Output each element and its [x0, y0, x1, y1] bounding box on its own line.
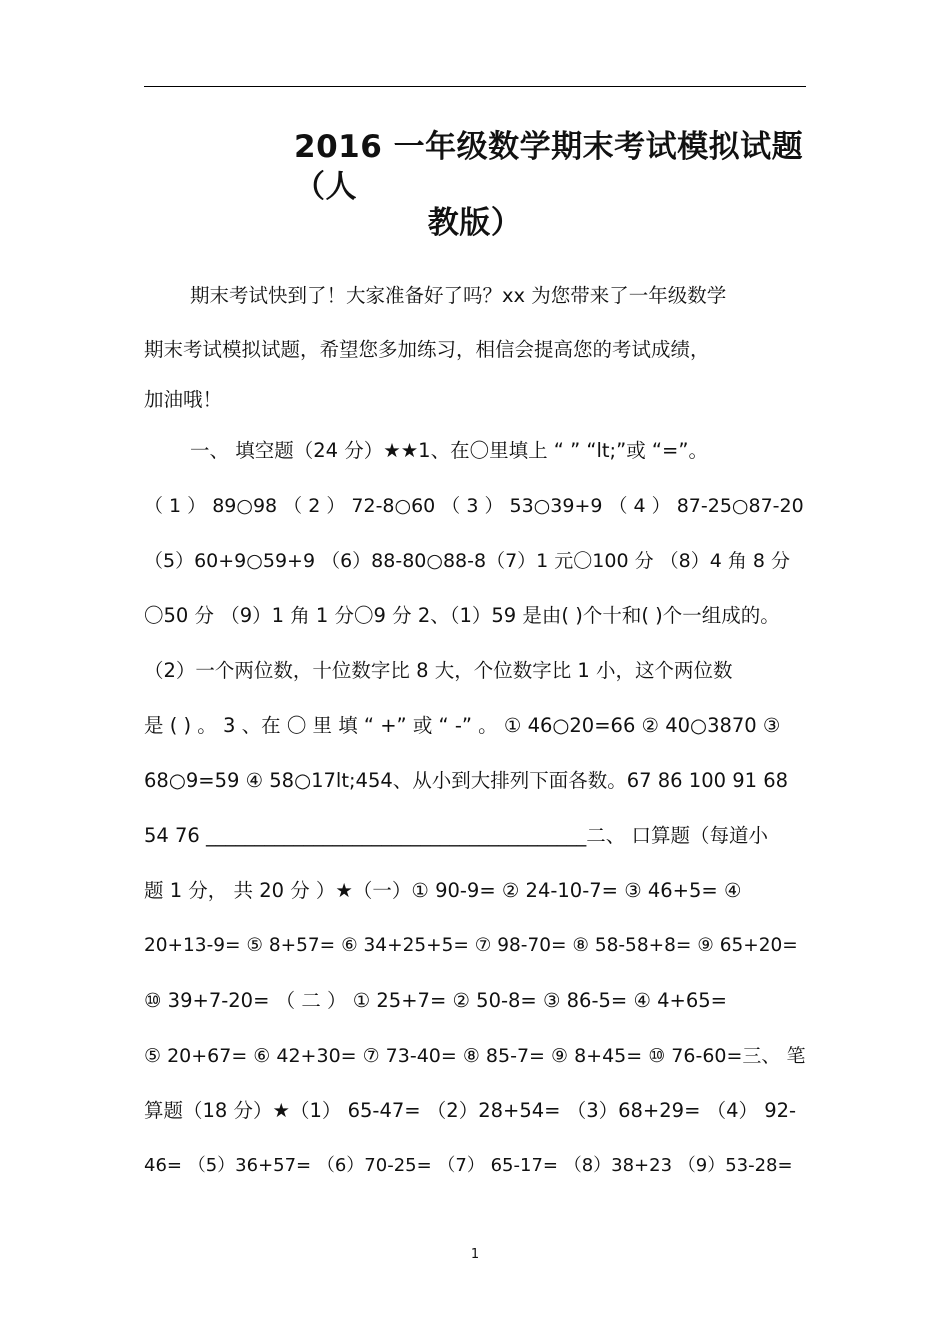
body-line: 20+13-9= ⑤ 8+57= ⑥ 34+25+5= ⑦ 98-70= ⑧ 58-58+8= ⑨ 65+20= [144, 935, 798, 956]
body-line: ⑩ 39+7-20= （ 二 ） ① 25+7= ② 50-8= ③ 86-5= ④ 4+65= [144, 989, 728, 1012]
page-number: 1 [470, 1247, 480, 1262]
body-line: （2）一个两位数，十位数字比 8 大，个位数字比 1 小，这个两位数 [144, 659, 733, 682]
intro-line-3: 加油哦！ [144, 388, 223, 411]
body-line: 54 76 _______________________________________二、 口算题（每道小 [144, 824, 768, 847]
body-line: 题 1 分， 共 20 分 ）★（一）① 90-9= ② 24-10-7= ③ 46+5= ④ [144, 879, 742, 902]
document-title-line-1: 2016 一年级数学期末考试模拟试题（人 [294, 129, 804, 205]
section-1-heading: 一、 填空题（24 分）★★1、在〇里填上 “ ” “lt;”或 “=”。 [190, 439, 708, 462]
header-rule [144, 86, 806, 87]
document-title-line-2: 教版） [427, 205, 523, 241]
body-line: 是 ( ) 。 3 、在 〇 里 填 “ +” 或 “ -” 。 ① 46○20=66 ② 40○3870 ③ [144, 714, 781, 737]
body-line: 68○9=59 ④ 58○17lt;454、从小到大排列下面各数。67 86 100 91 68 [144, 769, 789, 792]
intro-line-2: 期末考试模拟试题，希望您多加练习，相信会提高您的考试成绩， [144, 338, 710, 361]
body-line: ⑤ 20+67= ⑥ 42+30= ⑦ 73-40= ⑧ 85-7= ⑨ 8+45= ⑩ 76-60=三、 笔 [144, 1045, 806, 1067]
body-line: 46= （5）36+57= （6）70-25= （7） 65-17= （8）38+23 （9）53-28= [144, 1155, 793, 1176]
body-line: 算题（18 分）★（1） 65-47= （2）28+54= （3）68+29= （4） 92- [144, 1099, 797, 1122]
intro-line-1: 期末考试快到了！大家准备好了吗？xx 为您带来了一年级数学 [190, 284, 727, 307]
body-line: 〇50 分 （9）1 角 1 分〇9 分 2、（1）59 是由( )个十和( )个一组成的。 [144, 604, 780, 627]
body-line: （5）60+9○59+9 （6）88-80○88-8（7）1 元〇100 分 （8）4 角 8 分 [144, 550, 791, 572]
body-line: （ 1 ） 89○98 （ 2 ） 72-8○60 （ 3 ） 53○39+9 （ 4 ） 87-25○87-20 [144, 495, 804, 517]
